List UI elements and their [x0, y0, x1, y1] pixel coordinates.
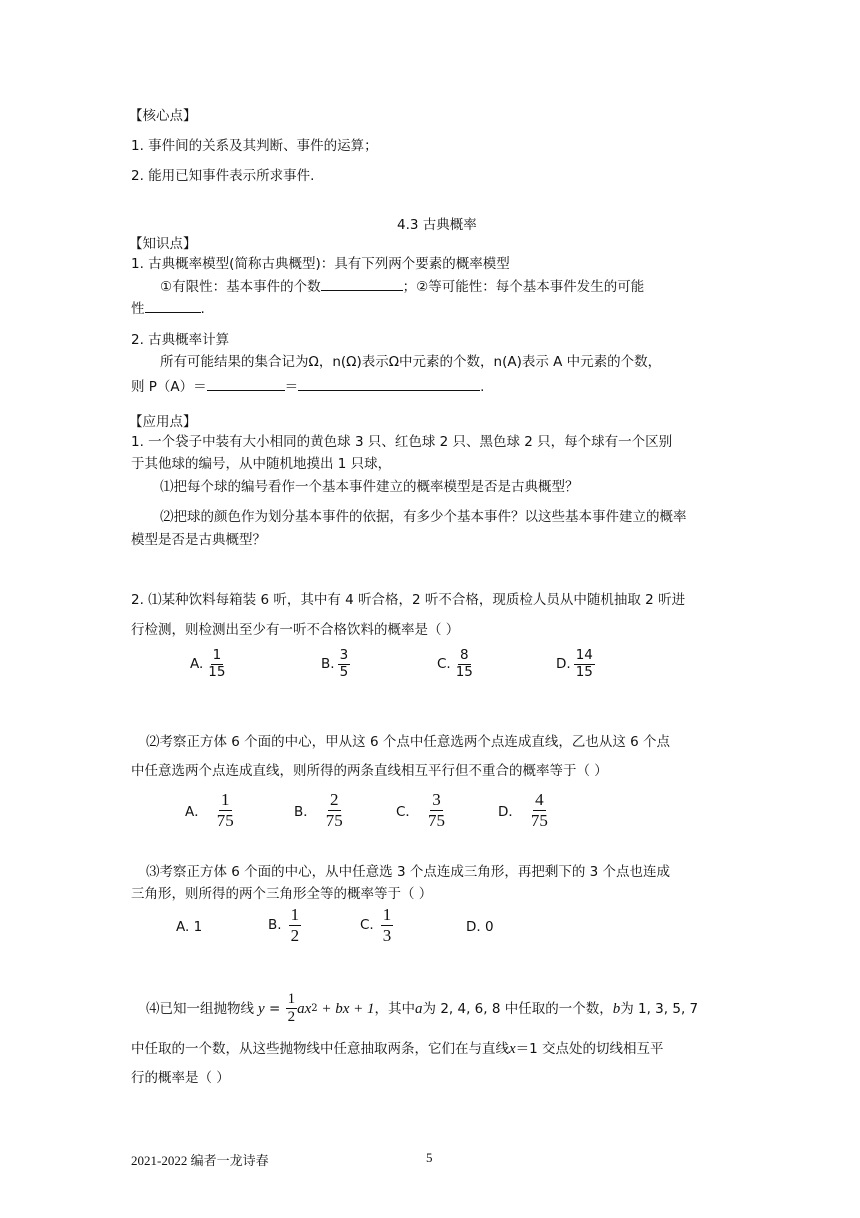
denominator: 15 [455, 663, 473, 680]
numerator: 2 [330, 790, 339, 809]
knowledge-line-4: 2. 古典概率计算 [131, 332, 230, 348]
q2b-option-d[interactable] [498, 790, 550, 830]
q1-sub-2b: 模型是否是古典概型？ [131, 532, 266, 548]
denominator: 75 [325, 810, 343, 830]
core-item-1: 1. 事件间的关系及其判断、事件的运算； [131, 138, 378, 154]
q2d-line-3: 行的概率是（ ） [131, 1070, 230, 1086]
option-label: B． [294, 804, 317, 821]
option-label: B. [321, 656, 335, 673]
option-a-text: A. 1 [176, 919, 203, 935]
var-b: b [612, 1000, 621, 1017]
option-label: C. [437, 656, 451, 673]
denominator: 75 [530, 810, 548, 830]
q2-option-a[interactable] [190, 648, 227, 680]
blank-count [321, 276, 403, 291]
fraction [289, 905, 302, 945]
term-ax: ax [297, 1000, 312, 1017]
denominator: 75 [427, 810, 445, 830]
fraction [381, 905, 394, 945]
period: . [200, 301, 205, 317]
option-label: A． [185, 804, 208, 821]
numerator: 1 [382, 905, 392, 924]
footer-editor: 2021-2022 编者一龙诗春 [131, 1153, 269, 1168]
q2c-option-a[interactable] [176, 919, 202, 935]
q2c-option-b[interactable] [268, 905, 301, 945]
core-item-2: 2. 能用已知事件表示所求事件. [131, 168, 315, 184]
q1-sub-1: ⑴把每个球的编号看作一个基本事件建立的概率模型是否是古典概型？ [160, 479, 579, 495]
fraction [338, 648, 351, 680]
knowledge-line-3 [131, 298, 205, 317]
parabola-formula [258, 991, 375, 1027]
q2d-a-range: 为 2, 4, 6, 8 中任取的一个数， [422, 1000, 613, 1017]
q2-line-2: 行检测，则检测出至少有一听不合格饮料的概率是（ ） [131, 622, 460, 638]
blank-formula-1 [207, 376, 285, 391]
fraction [206, 648, 227, 680]
q2b-line-1: ⑵考察正方体 6 个面的中心，甲从这 6 个点中任意选两个点连成直线，乙也从这 6 个点 [146, 734, 671, 750]
q2-option-b[interactable] [321, 648, 350, 680]
numerator: 4 [535, 790, 544, 809]
q2b-option-a[interactable] [185, 790, 236, 830]
var-x: x [509, 1041, 516, 1057]
knowledge-header: 【知识点】 [129, 236, 197, 252]
q2d-text-b: ＝1 交点处的切线相互平 [515, 1041, 664, 1057]
q2-option-d[interactable] [556, 648, 595, 680]
knowledge-line-6 [131, 376, 484, 395]
fraction [454, 648, 475, 680]
option-label: C. [360, 917, 374, 934]
equal-likelihood-text: ；②等可能性：每个基本事件发生的可能 [402, 279, 645, 295]
blank-possibility [145, 298, 201, 313]
blank-formula-2 [298, 376, 480, 391]
numerator: 8 [460, 647, 469, 663]
option-d-text: D. 0 [466, 919, 494, 935]
denominator: 75 [216, 810, 234, 830]
denominator: 5 [339, 663, 349, 680]
fraction-half [286, 991, 298, 1027]
numerator: 1 [286, 991, 298, 1009]
denominator: 15 [575, 663, 593, 680]
q2d-b-range: 为 1, 3, 5, 7 [620, 1000, 699, 1017]
q2d-line-2 [131, 1040, 664, 1058]
q1-sub-2a: ⑵把球的颜色作为划分基本事件的依据，有多少个基本事件？以这些基本事件建立的概率 [160, 509, 687, 525]
exponent: 2 [311, 1002, 318, 1014]
numerator: 3 [339, 647, 349, 663]
q2b-option-c[interactable] [396, 790, 447, 830]
denominator: 2 [287, 1009, 296, 1026]
formula-equals: = [264, 1000, 285, 1017]
option-label: D． [498, 804, 522, 821]
q1-line-2: 于其他球的编号，从中随机地摸出 1 只球， [131, 456, 392, 472]
q2c-line-2: 三角形，则所得的两个三角形全等的概率等于（ ） [131, 886, 433, 902]
knowledge-line-2 [160, 276, 644, 295]
knowledge-line-1: 1. 古典概率模型(简称古典概型)：具有下列两个要素的概率模型 [131, 256, 510, 272]
xing-text: 性 [131, 301, 145, 317]
numerator: 3 [432, 790, 441, 809]
q2d-where: ，其中 [374, 1000, 416, 1017]
q2c-option-c[interactable] [360, 905, 393, 945]
section-title: 4.3 古典概率 [397, 217, 477, 233]
knowledge-line-5: 所有可能结果的集合记为Ω，n(Ω)表示Ω中元素的个数，n(A)表示 A 中元素的个数， [160, 354, 662, 370]
fraction [324, 790, 345, 830]
probability-formula-label: 则 P（A）＝ [131, 379, 207, 395]
q2-option-c[interactable] [437, 648, 475, 680]
equals-sign: ＝ [284, 379, 299, 395]
option-label: D. [556, 656, 571, 673]
fraction [426, 790, 447, 830]
fraction [574, 648, 595, 680]
var-a: a [415, 1000, 423, 1017]
denominator: 2 [290, 925, 300, 945]
q2c-line-1: ⑶考察正方体 6 个面的中心，从中任意选 3 个点连成三角形，再把剩下的 3 个点也连成 [146, 864, 671, 880]
numerator: 14 [575, 647, 593, 663]
option-label: A. [190, 656, 204, 673]
q2d-line-1 [146, 991, 698, 1027]
numerator: 1 [290, 905, 300, 924]
numerator: 1 [212, 647, 222, 663]
q2d-text-a: 中任取的一个数，从这些抛物线中任意抽取两条，它们在与直线 [131, 1041, 509, 1057]
option-label: B. [268, 917, 282, 934]
q2c-option-d[interactable] [466, 919, 494, 935]
denominator: 15 [208, 663, 226, 680]
q1-line-1: 1. 一个袋子中装有大小相同的黄色球 3 只、红色球 2 只、黑色球 2 只，每个球有一个区别 [131, 434, 673, 450]
q2b-line-2: 中任意选两个点连成直线，则所得的两条直线相互平行但不重合的概率等于（ ） [131, 763, 608, 779]
page-number: 5 [426, 1150, 433, 1165]
q2d-intro: ⑷已知一组抛物线 [146, 1000, 254, 1017]
core-header: 【核心点】 [129, 108, 197, 124]
denominator: 3 [382, 925, 392, 945]
q2-line-1: 2. ⑴某种饮料每箱装 6 听，其中有 4 听合格，2 听不合格，现质检人员从中随机抽取 2 听进 [131, 592, 686, 608]
term-bx-plus-1: + bx + 1 [317, 1000, 375, 1017]
fraction [215, 790, 236, 830]
application-header: 【应用点】 [129, 414, 197, 430]
option-label: C． [396, 804, 419, 821]
numerator: 1 [221, 790, 230, 809]
finiteness-text: ①有限性：基本事件的个数 [160, 279, 321, 295]
q2b-option-b[interactable] [294, 790, 345, 830]
period: . [480, 379, 485, 395]
fraction [529, 790, 550, 830]
var-y: y [258, 1000, 265, 1017]
